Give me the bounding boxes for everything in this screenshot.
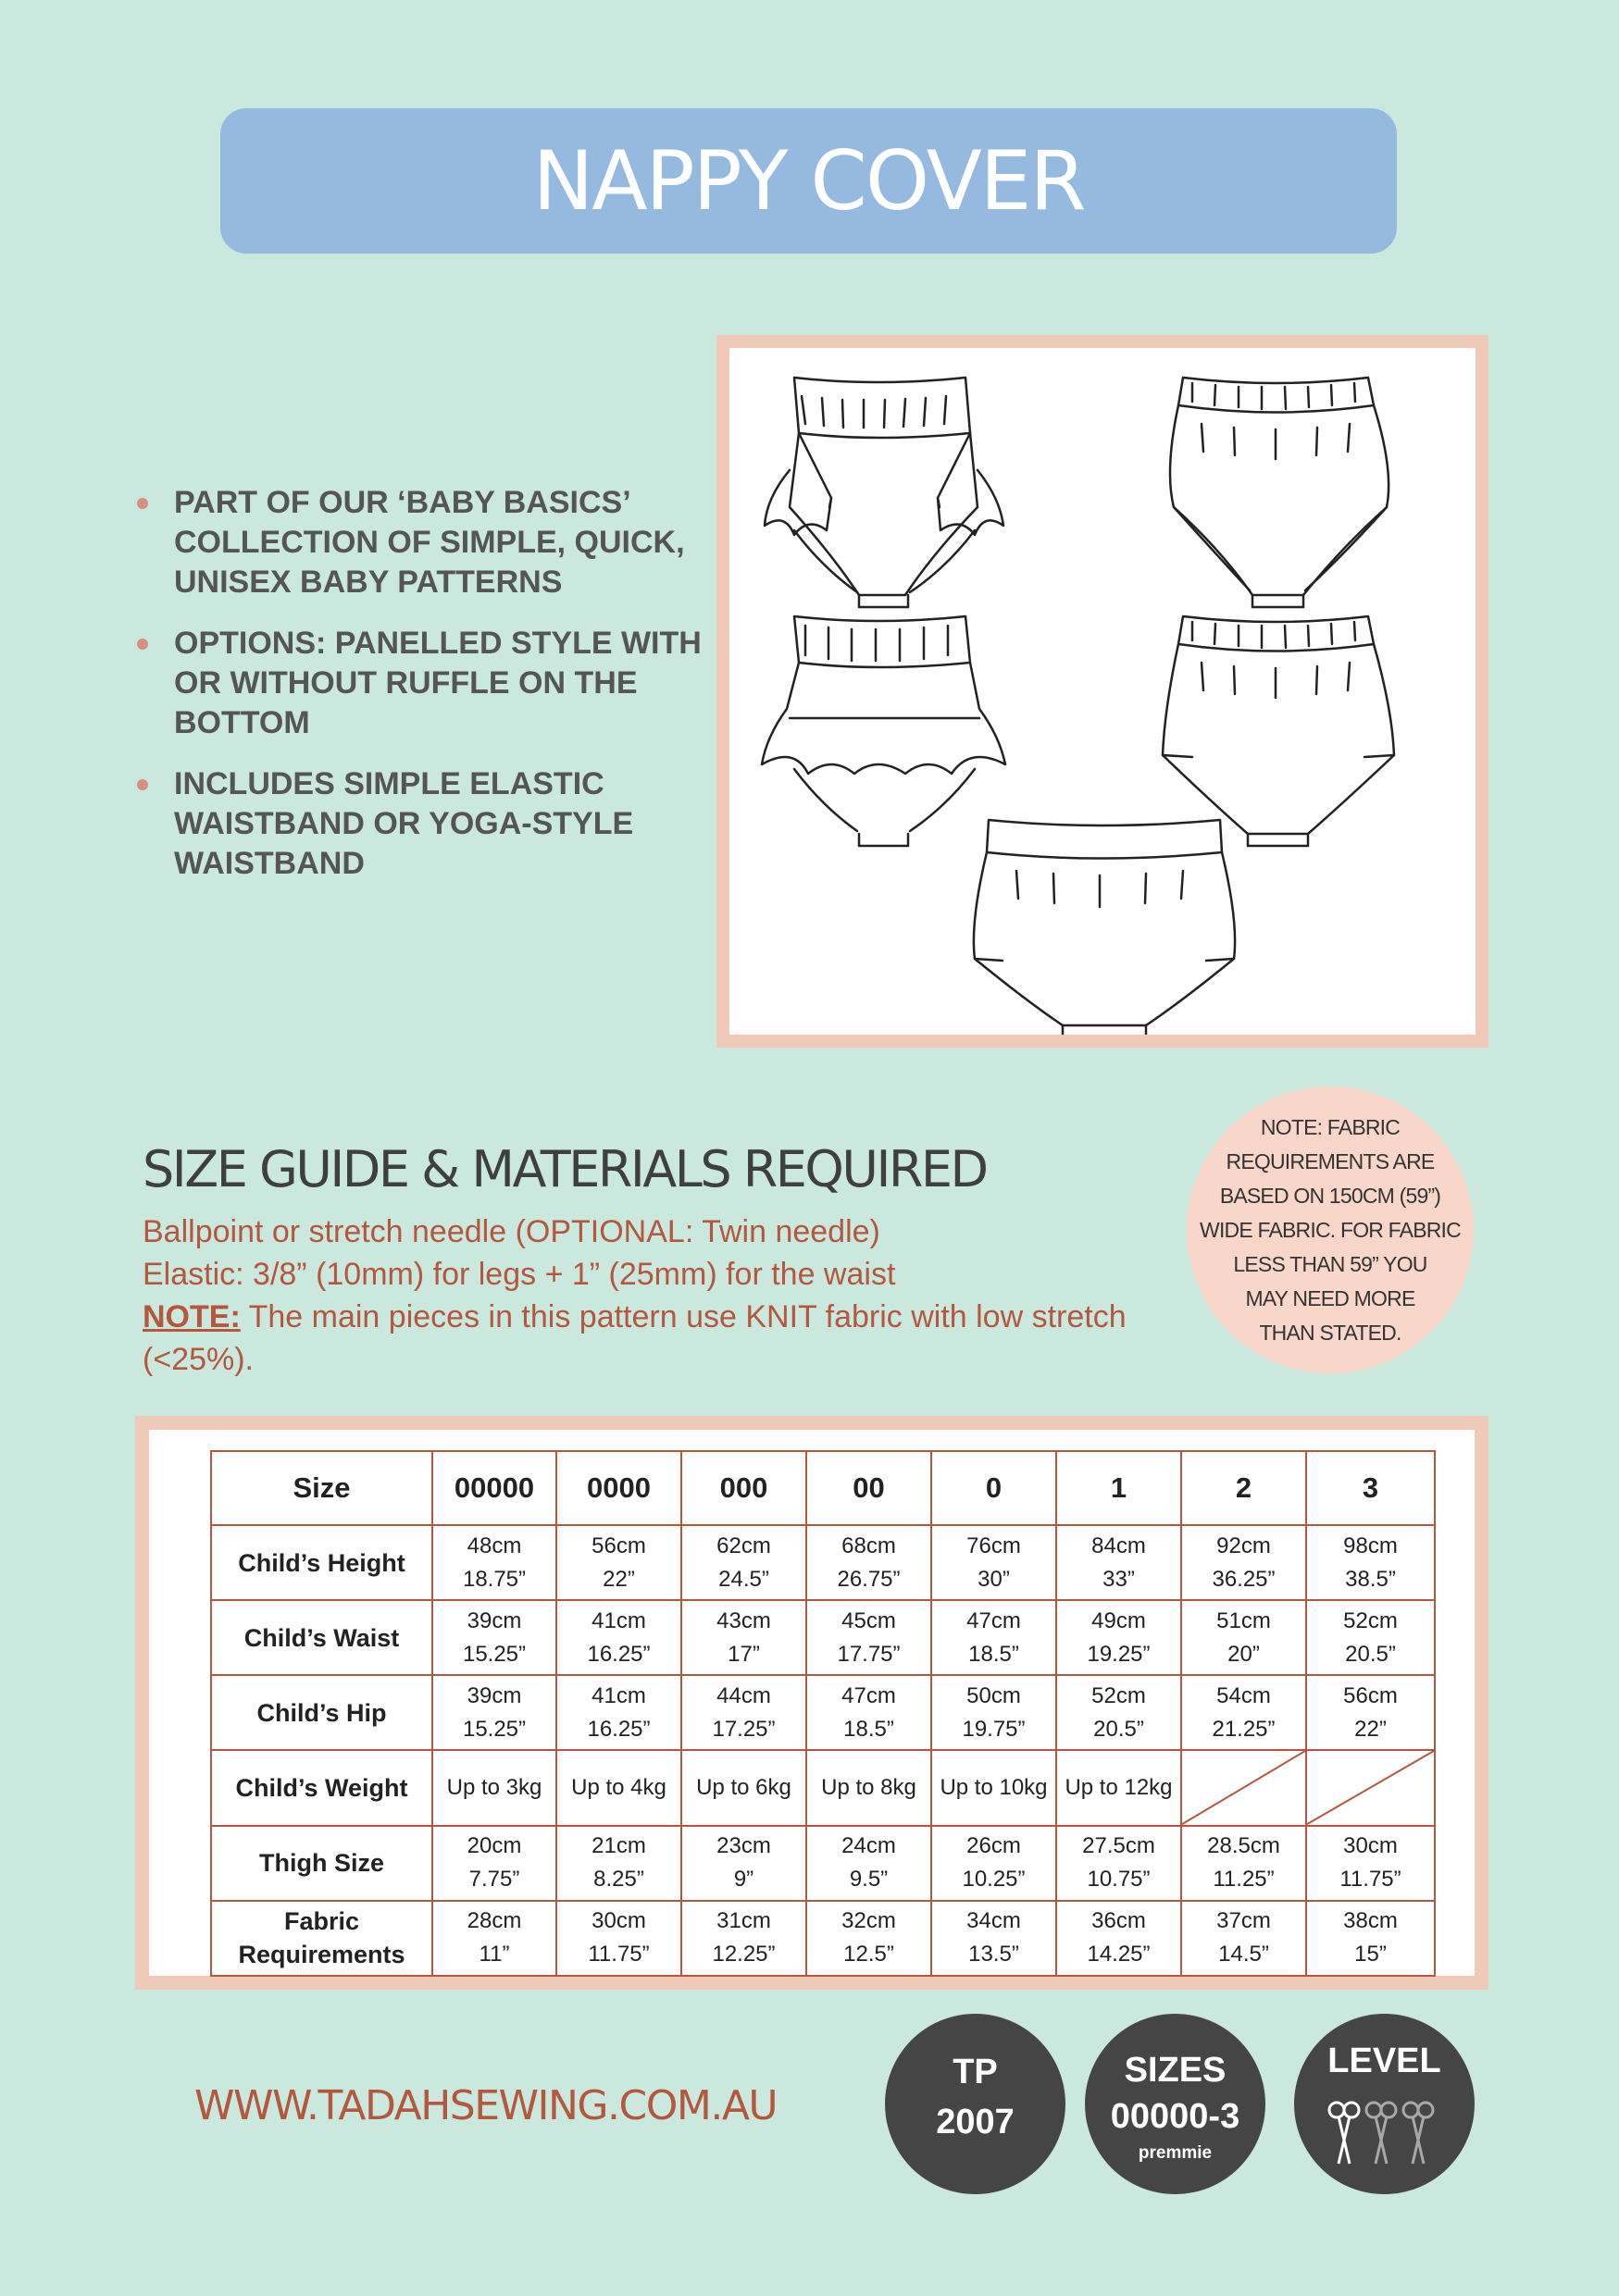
- sizes-range: 00000-3: [1110, 2097, 1240, 2136]
- page-title: NAPPY COVER: [532, 133, 1085, 229]
- measurement-cell: [1306, 1600, 1435, 1675]
- measurement-imperial: 19.75”: [962, 1716, 1026, 1742]
- measurement-primary: 27.5cm: [1082, 1833, 1155, 1859]
- note-text: The main pieces in this pattern use KNIT fabric with low stretch (<25%).: [143, 1299, 1127, 1377]
- measurement-imperial: 17”: [728, 1641, 760, 1667]
- illustration-frame: [716, 335, 1488, 1048]
- measurement-cell: [556, 1675, 681, 1750]
- materials-list: [143, 1210, 1152, 1381]
- size-header-row: [211, 1451, 1435, 1525]
- measurement-primary: 98cm: [1343, 1533, 1398, 1558]
- measurement-cell: [1306, 1675, 1435, 1750]
- measurement-cell: [931, 1750, 1056, 1825]
- measurement-cell: [681, 1826, 806, 1901]
- nappy-cover-ruffle-bottom-drawing: [762, 616, 1005, 846]
- level-label: LEVEL: [1327, 2042, 1441, 2080]
- nappy-cover-panelled-ruffle-drawing: [765, 378, 1003, 607]
- measurement-imperial: 24.5”: [718, 1566, 769, 1592]
- not-applicable-diagonal: [1182, 1751, 1305, 1824]
- measurement-primary: 48cm: [467, 1533, 522, 1558]
- measurement-primary: Up to 4kg: [571, 1775, 666, 1801]
- pattern-code-label: TP: [953, 2053, 998, 2091]
- measurement-imperial: 18.75”: [462, 1566, 527, 1592]
- measurement-cell: [681, 1600, 806, 1675]
- measurement-cell: [1056, 1525, 1181, 1600]
- measurement-primary: Up to 6kg: [696, 1775, 791, 1801]
- measurement-primary: Up to 8kg: [821, 1775, 916, 1801]
- feature-text: OPTIONS: PANELLED STYLE WITH OR WITHOUT RUFFLE ON THE BOTTOM: [174, 626, 702, 740]
- row-label: Child’s Height: [211, 1525, 432, 1600]
- size-column-header: 0: [931, 1451, 1056, 1525]
- measurement-primary: 45cm: [841, 1607, 896, 1633]
- feature-item: [137, 483, 729, 602]
- measurement-cell: [931, 1901, 1056, 1976]
- measurement-primary: 47cm: [841, 1682, 896, 1708]
- row-label: Child’s Hip: [211, 1675, 432, 1750]
- size-column-header: 00000: [432, 1451, 556, 1525]
- empty-cell: [1306, 1750, 1435, 1825]
- size-guide-heading: SIZE GUIDE & MATERIALS REQUIRED: [143, 1140, 987, 1198]
- size-table-frame: [135, 1416, 1488, 1990]
- measurement-primary: 56cm: [592, 1533, 646, 1558]
- measurement-imperial: 12.5”: [843, 1942, 894, 1967]
- measurement-cell: [681, 1525, 806, 1600]
- measurement-imperial: 19.25”: [1087, 1641, 1151, 1667]
- measurement-cell: [1306, 1901, 1435, 1976]
- measurement-cell: [556, 1750, 681, 1825]
- measurement-cell: [806, 1901, 931, 1976]
- size-table-row: [211, 1675, 1435, 1750]
- measurement-primary: 21cm: [592, 1833, 646, 1859]
- measurement-primary: 24cm: [841, 1833, 896, 1859]
- measurement-imperial: 10.75”: [1087, 1867, 1151, 1893]
- measurement-primary: 28.5cm: [1207, 1833, 1280, 1859]
- measurement-cell: [556, 1525, 681, 1600]
- measurement-imperial: 9”: [733, 1867, 754, 1893]
- measurement-primary: 47cm: [966, 1607, 1021, 1633]
- measurement-primary: 34cm: [966, 1908, 1021, 1934]
- measurement-primary: 41cm: [592, 1682, 646, 1708]
- feature-text: PART OF OUR ‘BABY BASICS’ COLLECTION OF SIMPLE, QUICK, UNISEX BABY PATTERNS: [174, 485, 685, 600]
- measurement-primary: 52cm: [1091, 1682, 1146, 1708]
- empty-cell: [1181, 1750, 1306, 1825]
- measurement-primary: 62cm: [716, 1533, 771, 1558]
- row-label: Child’s Weight: [211, 1750, 432, 1825]
- measurement-primary: 84cm: [1091, 1533, 1146, 1558]
- measurement-imperial: 21.25”: [1212, 1716, 1276, 1742]
- size-table-row: [211, 1826, 1435, 1901]
- measurement-cell: [556, 1600, 681, 1675]
- fabric-requirements-note-circle: [1187, 1086, 1474, 1373]
- bullet-dot-icon: [137, 779, 148, 790]
- measurement-cell: [1181, 1826, 1306, 1901]
- size-table: [210, 1450, 1436, 1977]
- size-column-header: 00: [806, 1451, 931, 1525]
- measurement-imperial: 16.25”: [587, 1716, 651, 1742]
- size-column-header: 000: [681, 1451, 806, 1525]
- measurement-imperial: 10.25”: [962, 1867, 1026, 1893]
- measurement-primary: 76cm: [966, 1533, 1021, 1558]
- not-applicable-diagonal: [1307, 1751, 1434, 1824]
- measurement-primary: 39cm: [467, 1682, 522, 1708]
- measurement-cell: [432, 1675, 556, 1750]
- sizes-premmie-note: premmie: [1138, 2143, 1213, 2163]
- nappy-cover-yoga-waistband-drawing: [974, 820, 1235, 1035]
- measurement-cell: [1181, 1525, 1306, 1600]
- measurement-imperial: 17.25”: [712, 1716, 776, 1742]
- measurement-cell: [1056, 1750, 1181, 1825]
- measurement-primary: 23cm: [716, 1833, 771, 1859]
- size-table-body: [211, 1525, 1435, 1976]
- size-column-header: 3: [1306, 1451, 1435, 1525]
- measurement-primary: 32cm: [841, 1908, 896, 1934]
- measurement-primary: 31cm: [716, 1908, 771, 1934]
- measurement-imperial: 12.25”: [712, 1942, 776, 1967]
- measurement-imperial: 18.5”: [968, 1641, 1019, 1667]
- measurement-cell: [806, 1675, 931, 1750]
- measurement-primary: 43cm: [716, 1607, 771, 1633]
- measurement-cell: [432, 1525, 556, 1600]
- measurement-cell: [931, 1675, 1056, 1750]
- measurement-cell: [432, 1600, 556, 1675]
- measurement-cell: [806, 1750, 931, 1825]
- scissors-icon: [1322, 2097, 1447, 2171]
- measurement-imperial: 9.5”: [849, 1867, 889, 1893]
- measurement-imperial: 7.75”: [468, 1867, 520, 1893]
- measurement-imperial: 20”: [1227, 1641, 1260, 1667]
- measurement-cell: [806, 1525, 931, 1600]
- row-label: Fabric Requirements: [211, 1901, 432, 1976]
- size-column-header: 2: [1181, 1451, 1306, 1525]
- title-banner: [220, 108, 1397, 254]
- measurement-primary: 30cm: [592, 1908, 646, 1934]
- measurement-cell: [432, 1901, 556, 1976]
- feature-text: INCLUDES SIMPLE ELASTIC WAISTBAND OR YOGA-STYLE WAISTBAND: [174, 766, 634, 881]
- row-label: Thigh Size: [211, 1826, 432, 1901]
- measurement-cell: [556, 1901, 681, 1976]
- measurement-imperial: 22”: [1354, 1716, 1387, 1742]
- level-badge: [1294, 2014, 1475, 2194]
- measurement-imperial: 11”: [479, 1942, 510, 1967]
- measurement-primary: 37cm: [1216, 1908, 1271, 1934]
- measurement-cell: [1056, 1826, 1181, 1901]
- elastic-requirement: Elastic: 3/8” (10mm) for legs + 1” (25mm) for the waist: [143, 1257, 896, 1292]
- measurement-imperial: 17.75”: [837, 1641, 901, 1667]
- measurement-primary: 56cm: [1343, 1682, 1398, 1708]
- measurement-cell: [1181, 1901, 1306, 1976]
- feature-item: [137, 624, 729, 743]
- nappy-cover-plain-elastic-drawing: [1170, 378, 1389, 607]
- measurement-primary: 36cm: [1091, 1908, 1146, 1934]
- measurement-cell: [1306, 1826, 1435, 1901]
- feature-list: [137, 483, 729, 905]
- measurement-cell: [931, 1525, 1056, 1600]
- needle-requirement: Ballpoint or stretch needle (OPTIONAL: Twin needle): [143, 1214, 880, 1249]
- pattern-number: 2007: [936, 2103, 1015, 2141]
- measurement-primary: 30cm: [1343, 1833, 1398, 1859]
- technical-drawings: [729, 348, 1476, 1035]
- measurement-imperial: 8.25”: [593, 1867, 644, 1893]
- pattern-number-badge: [885, 2014, 1065, 2194]
- nappy-cover-plain-drawing: [1163, 616, 1394, 846]
- measurement-imperial: 20.5”: [1093, 1716, 1144, 1742]
- measurement-cell: [1181, 1675, 1306, 1750]
- note-label: NOTE:: [143, 1299, 241, 1334]
- size-column-header: 1: [1056, 1451, 1181, 1525]
- fabric-requirements-note: NOTE: FABRIC REQUIREMENTS ARE BASED ON 150CM (59”) WIDE FABRIC. FOR FABRIC LESS THAN 59” YOU MAY NEED MORE THAN STATED.: [1200, 1114, 1461, 1345]
- measurement-primary: 50cm: [966, 1682, 1021, 1708]
- sizes-badge: [1085, 2014, 1265, 2194]
- feature-item: [137, 764, 729, 884]
- measurement-cell: [931, 1826, 1056, 1901]
- bullet-dot-icon: [137, 639, 148, 650]
- measurement-primary: 51cm: [1216, 1607, 1271, 1633]
- fabric-note: [143, 1296, 1152, 1381]
- measurement-imperial: 16.25”: [587, 1641, 651, 1667]
- measurement-imperial: 11.75”: [1339, 1867, 1401, 1893]
- measurement-cell: [931, 1600, 1056, 1675]
- bullet-dot-icon: [137, 498, 148, 509]
- measurement-cell: [432, 1750, 556, 1825]
- row-label: Child’s Waist: [211, 1600, 432, 1675]
- measurement-imperial: 30”: [978, 1566, 1010, 1592]
- measurement-imperial: 20.5”: [1345, 1641, 1396, 1667]
- measurement-cell: [556, 1826, 681, 1901]
- measurement-imperial: 22”: [603, 1566, 635, 1592]
- measurement-primary: 39cm: [467, 1607, 522, 1633]
- measurement-imperial: 11.25”: [1213, 1867, 1275, 1893]
- website-url[interactable]: WWW.TADAHSEWING.COM.AU: [194, 2082, 778, 2129]
- size-column-header: 0000: [556, 1451, 681, 1525]
- size-corner-header: Size: [211, 1451, 432, 1525]
- measurement-imperial: 14.25”: [1087, 1942, 1151, 1967]
- measurement-cell: [432, 1826, 556, 1901]
- measurement-primary: 28cm: [467, 1908, 522, 1934]
- measurement-cell: [1056, 1901, 1181, 1976]
- measurement-imperial: 26.75”: [837, 1566, 901, 1592]
- measurement-cell: [1056, 1675, 1181, 1750]
- measurement-imperial: 13.5”: [968, 1942, 1019, 1967]
- measurement-imperial: 15”: [1354, 1942, 1387, 1967]
- measurement-primary: 20cm: [467, 1833, 522, 1859]
- measurement-imperial: 11.75”: [588, 1942, 650, 1967]
- measurement-primary: 49cm: [1091, 1607, 1146, 1633]
- measurement-imperial: 15.25”: [462, 1641, 527, 1667]
- measurement-cell: [681, 1750, 806, 1825]
- sizes-label: SIZES: [1124, 2051, 1227, 2090]
- measurement-primary: 26cm: [966, 1833, 1021, 1859]
- measurement-primary: 52cm: [1343, 1607, 1398, 1633]
- size-table-row: [211, 1600, 1435, 1675]
- measurement-cell: [1181, 1600, 1306, 1675]
- measurement-imperial: 36.25”: [1212, 1566, 1276, 1592]
- measurement-primary: 44cm: [716, 1682, 771, 1708]
- measurement-primary: 41cm: [592, 1607, 646, 1633]
- measurement-imperial: 18.5”: [843, 1716, 894, 1742]
- measurement-primary: 54cm: [1216, 1682, 1271, 1708]
- measurement-imperial: 33”: [1102, 1566, 1135, 1592]
- measurement-primary: 68cm: [841, 1533, 896, 1558]
- size-table-row: [211, 1525, 1435, 1600]
- measurement-cell: [1306, 1525, 1435, 1600]
- measurement-cell: [681, 1901, 806, 1976]
- measurement-primary: 38cm: [1343, 1908, 1398, 1934]
- measurement-primary: Up to 12kg: [1065, 1775, 1173, 1801]
- size-table-row: [211, 1901, 1435, 1976]
- measurement-cell: [806, 1600, 931, 1675]
- measurement-primary: Up to 10kg: [940, 1775, 1048, 1801]
- measurement-primary: 92cm: [1216, 1533, 1271, 1558]
- measurement-cell: [681, 1675, 806, 1750]
- measurement-imperial: 15.25”: [462, 1716, 527, 1742]
- measurement-cell: [806, 1826, 931, 1901]
- measurement-cell: [1056, 1600, 1181, 1675]
- measurement-primary: Up to 3kg: [446, 1775, 542, 1801]
- size-table-row: [211, 1750, 1435, 1825]
- measurement-imperial: 38.5”: [1345, 1566, 1396, 1592]
- measurement-imperial: 14.5”: [1218, 1942, 1269, 1967]
